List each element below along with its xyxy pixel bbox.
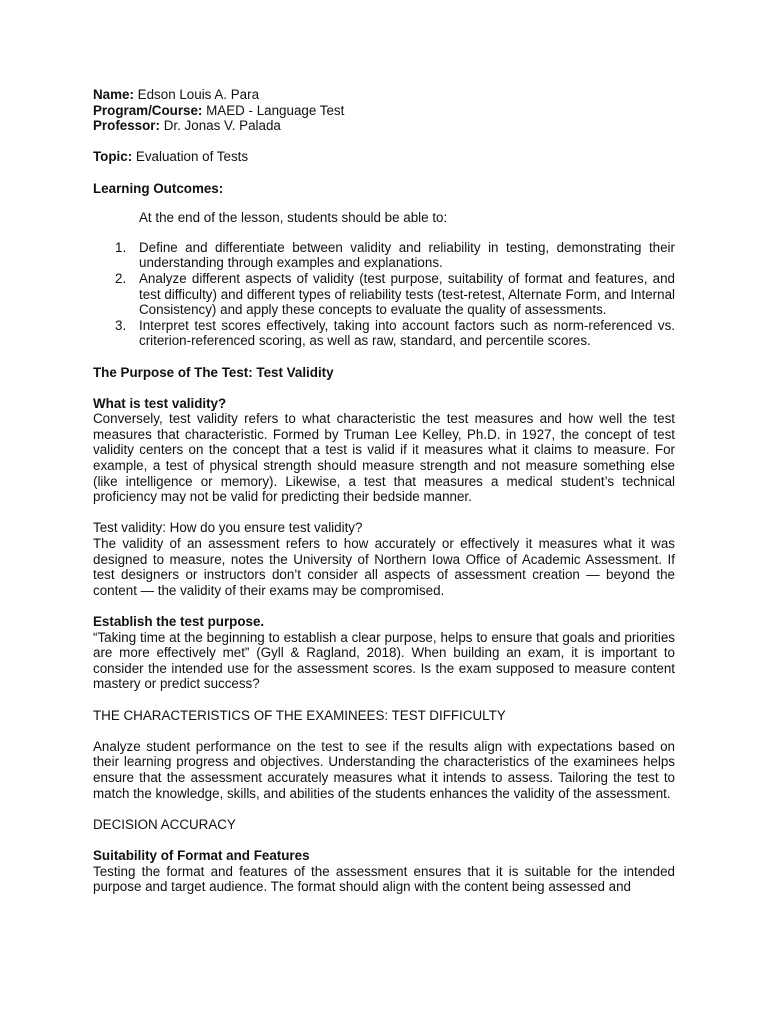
test-difficulty-body: Analyze student performance on the test to see if the results align with expectations based on their learning progress and objectives. Understanding the characteristics of the examinees helps ensure that the assessment accurately measures what it intends to assess. Tailoring the test to match the knowledge, skills, and abilities of the students enhances the validity of the assessment. xyxy=(93,738,675,801)
decision-accuracy-heading: DECISION ACCURACY xyxy=(93,816,236,832)
program-line xyxy=(93,103,675,119)
list-item-text: Analyze different aspects of validity (test purpose, suitability of format and features, and test difficulty) and different types of reliability tests (test-retest, Alternate Form, and Internal Consistency) and apply these concepts to evaluate the quality of assessments. xyxy=(139,270,675,318)
list-item-text: Interpret test scores effectively, taking into account factors such as norm-referenced vs. criterion-referenced scoring, as well as raw, standard, and percentile scores. xyxy=(139,317,675,349)
what-is-validity-body: Conversely, test validity refers to what characteristic the test measures and how well the test measures that characteristic. Formed by Truman Lee Kelley, Ph.D. in 1927, the concept of test validity centers on the concept that a test is valid if it measures what it claims to measure. For example, a test of physical strength should measure strength and not measure something else (like intelligence or memory). Likewise, a test that measures a medical student’s technical proficiency may not be valid for predicting their bedside manner. xyxy=(93,411,675,505)
list-item xyxy=(93,240,675,271)
program-label: Program/Course: xyxy=(93,102,203,118)
what-is-validity-heading: What is test validity? xyxy=(93,395,227,411)
name-value: Edson Louis A. Para xyxy=(137,87,260,102)
list-item xyxy=(93,271,675,318)
list-item-number: 2. xyxy=(115,270,127,286)
learning-outcomes-intro: At the end of the lesson, students should be able to: xyxy=(139,210,448,226)
establish-purpose-heading: Establish the test purpose. xyxy=(93,614,265,629)
establish-purpose-body: “Taking time at the beginning to establish a clear purpose, helps to ensure that goals and priorities are more effectively met” (Gyll & Ragland, 2018). When building an exam, it is important to consider the intended use for the assessment scores. Is the exam supposed to measure content mastery or predict success? xyxy=(93,629,675,692)
purpose-heading: The Purpose of The Test: Test Validity xyxy=(93,364,334,380)
suitability-heading: Suitability of Format and Features xyxy=(93,847,310,863)
program-value: MAED - Language Test xyxy=(206,102,345,118)
professor-line xyxy=(93,118,675,134)
professor-value: Dr. Jonas V. Palada xyxy=(163,118,281,134)
list-item-number: 1. xyxy=(115,239,127,255)
professor-label: Professor: xyxy=(93,118,160,134)
learning-outcomes-heading: Learning Outcomes: xyxy=(93,180,224,196)
suitability-body: Testing the format and features of the assessment ensures that it is suitable for the intended purpose and target audience. The format should align with the content being assessed and xyxy=(93,863,675,895)
list-item-text: Define and differentiate between validity and reliability in testing, demonstrating their understanding through examples and explanations. xyxy=(139,239,675,271)
ensure-validity-body: The validity of an assessment refers to how accurately or effectively it measures what it was designed to measure, notes the University of Northern Iowa Office of Academic Assessment. If test designers or instructors don’t consider all aspects of assessment creation — beyond the content — the validity of their exams may be compromised. xyxy=(93,536,675,598)
list-item xyxy=(93,318,675,349)
learning-outcomes-list xyxy=(93,240,675,349)
name-line xyxy=(93,87,675,103)
topic-line xyxy=(93,149,675,165)
ensure-validity-heading: Test validity: How do you ensure test validity? xyxy=(93,520,363,536)
topic-value: Evaluation of Tests xyxy=(135,149,249,165)
topic-label: Topic: xyxy=(93,149,133,165)
list-item-number: 3. xyxy=(115,317,127,333)
name-label: Name: xyxy=(93,87,134,102)
test-difficulty-heading: THE CHARACTERISTICS OF THE EXAMINEES: TEST DIFFICULTY xyxy=(93,707,506,723)
